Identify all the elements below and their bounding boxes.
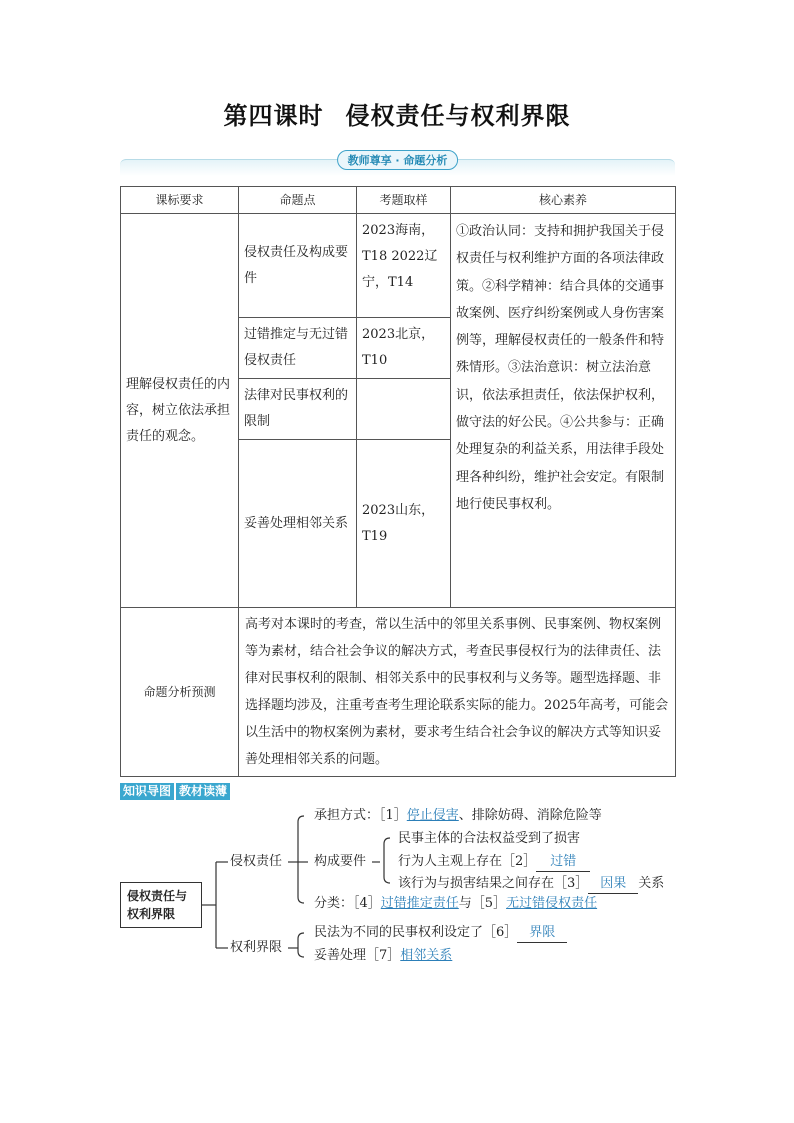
classification-line: 分类：［4］过错推定责任与［5］无过错侵权责任 [314,896,598,911]
bear-method-line: 承担方式：［1］停止侵害、排除妨碍、消除危险等 [314,808,602,823]
answer-1: 停止侵害 [406,808,459,823]
mindmap-root: 侵权责任与权利界限 [120,882,202,928]
answer-7: 相邻关系 [400,948,453,963]
header-literacy: 核心素养 [451,187,676,214]
header-sample: 考题取样 [357,187,451,214]
banner-label: 教师尊享 · 命题分析 [337,150,459,170]
point-cell: 侵权责任及构成要件 [239,214,357,318]
handle-line: 妥善处理［7］相邻关系 [314,948,453,963]
sample-cell: 2023北京，T10 [357,318,451,379]
answer-6: 界限 [517,924,567,943]
badge-knowledge-map: 知识导图 [120,783,174,800]
answer-2: 过错 [536,853,590,872]
branch-tort-liability: 侵权责任 [230,854,283,869]
badge-textbook: 教材读薄 [176,783,230,800]
standard-cell: 理解侵权责任的内容，树立依法承担责任的观念。 [121,214,239,608]
condition-fault: 行为人主观上存在［2］ 过错 [398,853,590,872]
answer-3: 因果 [588,875,638,894]
literacy-cell: ①政治认同：支持和拥护我国关于侵权责任与权利维护方面的各项法律政策。②科学精神：结合具体的交通事故案例、医疗纠纷案例或人身伤害案例等，理解侵权责任的一般条件和特殊情形。③法治意识：树立法治意识，依法承担责任，依法保护权利，做守法的好公民。④公共参与：正确处理复杂的利益关系，用法律手段处理各种纠纷，维护社会安定。有限制地行使民事权利。 [451,214,676,608]
branch-rights-limit: 权利界限 [230,940,283,955]
condition-causation: 该行为与损害结果之间存在［3］ 因果 关系 [398,875,664,894]
limit-line: 民法为不同的民事权利设定了［6］ 界限 [314,924,567,943]
point-cell: 过错推定与无过错侵权责任 [239,318,357,379]
prediction-text: 高考对本课时的考查，常以生活中的邻里关系事例、民事案例、物权案例等为素材，结合社会争议的解决方式，考查民事侵权行为的法律责任、法律对民事权利的限制、相邻关系中的民事权利与义务等。题型选择题、非选择题均涉及，注重考查考生理论联系实际的能力。2025年高考，可能会以生活中的物权案例为素材，要求考生结合社会争议的解决方式等知识妥善处理相邻关系的问题。 [239,608,676,777]
prediction-label: 命题分析预测 [121,608,239,777]
point-cell: 法律对民事权利的限制 [239,379,357,440]
answer-5: 无过错侵权责任 [506,896,598,911]
constitute-label: 构成要件 [314,854,367,869]
point-cell: 妥善处理相邻关系 [239,440,357,608]
page-title: 第四课时 侵权责任与权利界限 [223,102,571,130]
header-standard: 课标要求 [121,187,239,214]
sample-cell: 2023山东，T19 [357,440,451,608]
answer-4: 过错推定责任 [380,896,459,911]
condition-damage: 民事主体的合法权益受到了损害 [398,831,581,846]
sample-cell: 2023海南，T18 2022辽宁，T14 [357,214,451,318]
header-point: 命题点 [239,187,357,214]
